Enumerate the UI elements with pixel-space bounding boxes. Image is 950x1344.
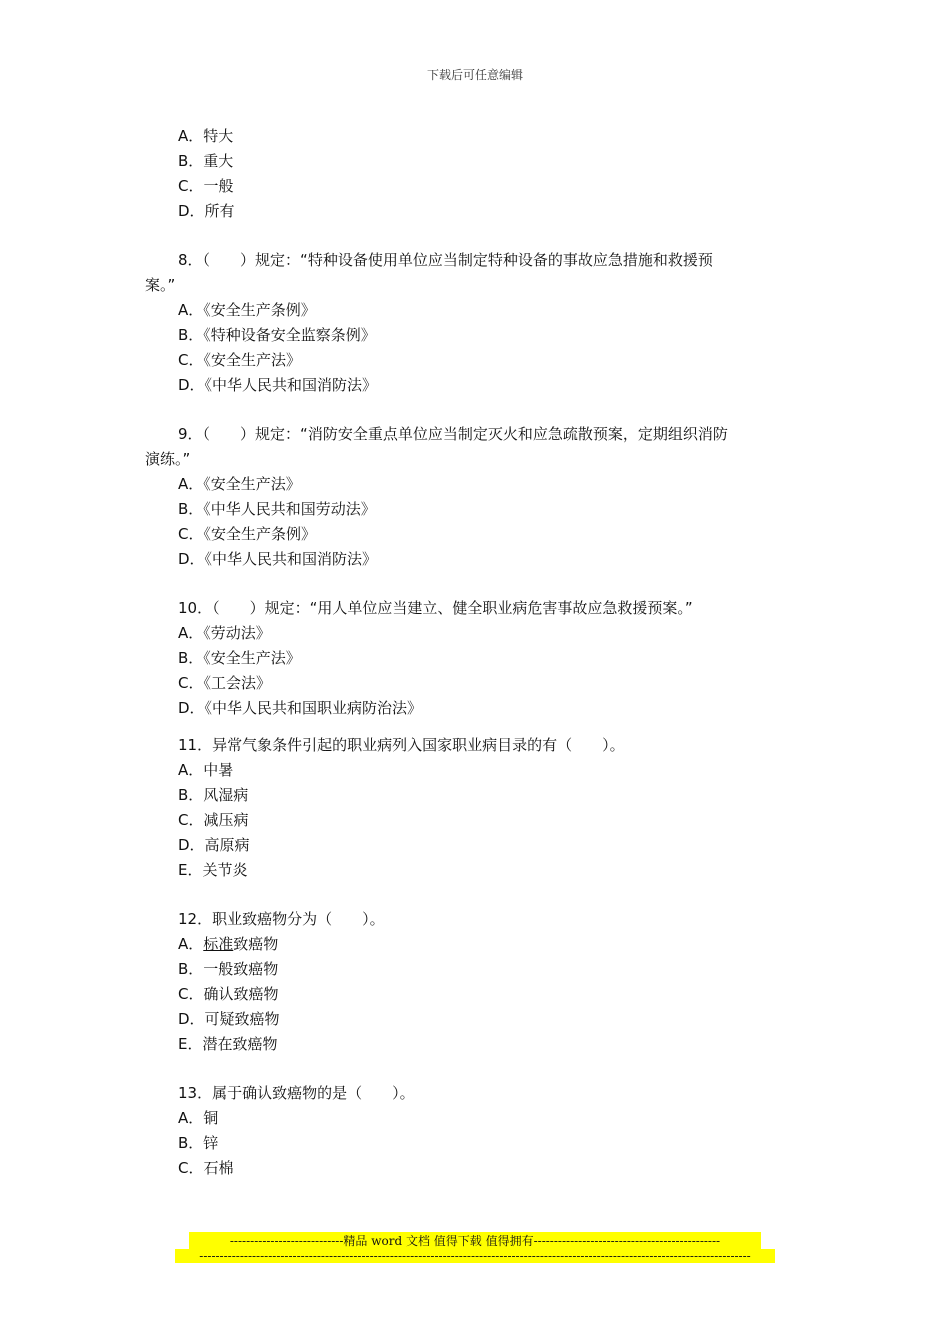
option-q10-a: A．《劳动法》	[178, 624, 271, 642]
question-8	[145, 248, 825, 398]
option-q12-a-rest: 致癌物	[233, 935, 279, 953]
option-q13-c: C．石棉	[178, 1159, 234, 1177]
footer-divider-text: ----------------------------------------------------------------------------------------------------------------------------------------	[175, 1249, 775, 1263]
option-q13-a: A．铜	[178, 1109, 219, 1127]
footer-divider	[0, 1249, 950, 1266]
document-body	[145, 124, 825, 1181]
option-q8-b: B．《特种设备安全监察条例》	[178, 326, 376, 344]
option-q9-a: A．《安全生产法》	[178, 475, 301, 493]
question-8-text-cont: 案。”	[145, 276, 176, 294]
question-10	[145, 596, 825, 721]
option-q13-b: B．锌	[178, 1134, 219, 1152]
question-10-text: 10．（ ）规定：“用人单位应当建立、健全职业病危害事故应急救援预案。”	[178, 599, 693, 617]
option-q10-b: B．《安全生产法》	[178, 649, 301, 667]
option-q9-c: C．《安全生产条例》	[178, 525, 316, 543]
option-q11-c: C．减压病	[178, 811, 249, 829]
option-q7-a: A．特大	[178, 127, 234, 145]
option-q12-a	[145, 932, 825, 957]
option-q12-c: C．确认致癌物	[178, 985, 279, 1003]
option-q11-a: A．中暑	[178, 761, 234, 779]
option-q12-e: E．潜在致癌物	[178, 1035, 278, 1053]
question-13	[145, 1081, 825, 1181]
question-9-text: 9．（ ）规定：“消防安全重点单位应当制定灭火和应急疏散预案，定期组织消防	[178, 425, 728, 443]
question-7-options	[145, 124, 825, 224]
underlined-word: 标准	[203, 935, 234, 953]
question-13-text: 13．属于确认致癌物的是（ ）。	[178, 1084, 415, 1102]
footer-banner-text: ----------------------------精品 word 文档 值得下载 值得拥有----------------------------------------------	[189, 1232, 761, 1249]
question-12	[145, 907, 825, 1057]
option-q12-b: B．一般致癌物	[178, 960, 279, 978]
option-q8-d: D．《中华人民共和国消防法》	[178, 376, 378, 394]
option-q7-b: B．重大	[178, 152, 234, 170]
option-q7-c: C．一般	[178, 177, 234, 195]
option-q8-c: C．《安全生产法》	[178, 351, 301, 369]
question-11-text: 11．异常气象条件引起的职业病列入国家职业病目录的有（ ）。	[178, 736, 625, 754]
option-q11-d: D．高原病	[178, 836, 250, 854]
option-q11-b: B．风湿病	[178, 786, 249, 804]
option-q9-d: D．《中华人民共和国消防法》	[178, 550, 378, 568]
option-q11-e: E．关节炎	[178, 861, 248, 879]
option-q8-a: A．《安全生产条例》	[178, 301, 316, 319]
option-q12-d: D．可疑致癌物	[178, 1010, 280, 1028]
question-8-text: 8．（ ）规定：“特种设备使用单位应当制定特种设备的事故应急措施和救援预	[178, 251, 713, 269]
option-q10-d: D．《中华人民共和国职业病防治法》	[178, 699, 423, 717]
option-q9-b: B．《中华人民共和国劳动法》	[178, 500, 376, 518]
question-9-text-cont: 演练。”	[145, 450, 191, 468]
page-header: 下载后可任意编辑	[426, 68, 523, 82]
option-q12-a-prefix: A．	[178, 935, 204, 953]
question-11	[145, 733, 825, 883]
question-9	[145, 422, 825, 572]
option-q10-c: C．《工会法》	[178, 674, 271, 692]
question-12-text: 12．职业致癌物分为（ ）。	[178, 910, 385, 928]
option-q7-d: D．所有	[178, 202, 235, 220]
